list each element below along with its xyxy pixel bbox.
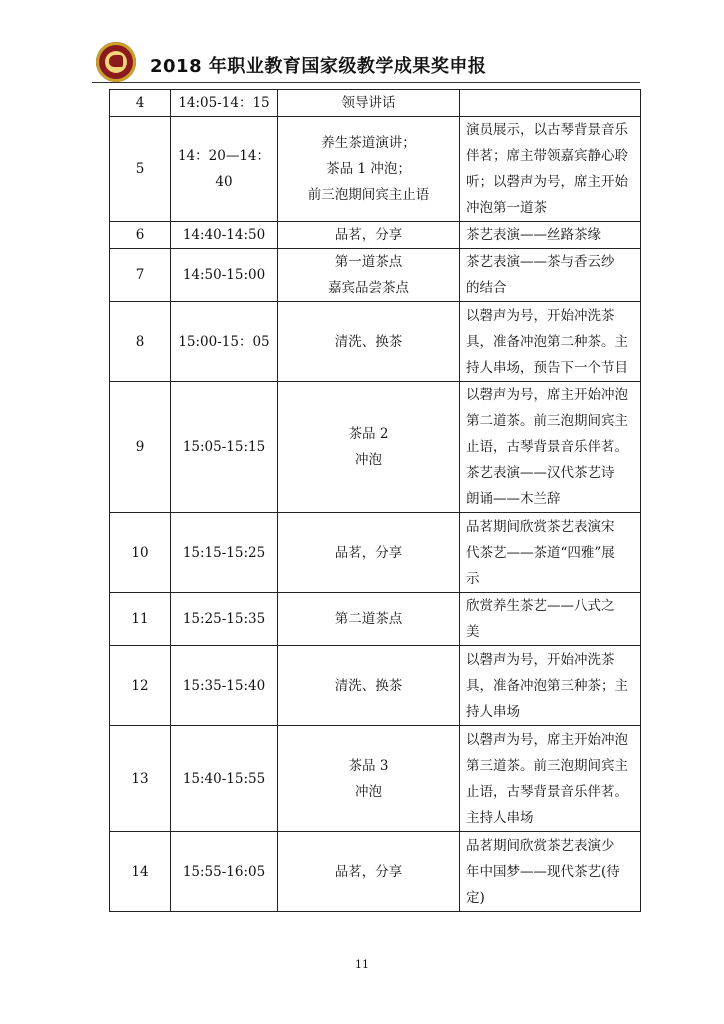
- note-line: 美: [466, 624, 480, 640]
- page-title: 2018 年职业教育国家级教学成果奖申报: [150, 56, 487, 77]
- activity-line: 前三泡期间宾主止语: [307, 187, 430, 203]
- time-cell: 15:25-15:35: [171, 593, 278, 646]
- activity-line: 清洗、换茶: [334, 333, 403, 350]
- note-line: 止语，古琴背景音乐伴茗。: [466, 439, 628, 455]
- note-cell: [460, 382, 641, 513]
- note-line: 以磬声为号，开始冲洗茶: [466, 651, 615, 668]
- row-number-cell: 14: [110, 832, 171, 912]
- activity-line: 领导讲话: [341, 95, 396, 111]
- activity-cell: [278, 222, 460, 249]
- note-line: 品茗期间欣赏茶艺表演宋: [466, 518, 615, 535]
- activity-line: 第二道茶点: [334, 611, 403, 627]
- activity-cell: [278, 382, 460, 513]
- time-cell: 15:40-15:55: [171, 726, 278, 832]
- row-number-cell: 10: [110, 513, 171, 593]
- note-cell: [460, 249, 641, 302]
- activity-line: 茶品 1 冲泡；: [326, 161, 411, 177]
- note-line: 茶艺表演——丝路茶缘: [466, 227, 601, 243]
- note-line: 听；以磬声为号，席主开始: [466, 174, 628, 190]
- activity-line: 冲泡: [355, 783, 382, 800]
- activity-line: 品茗，分享: [334, 544, 403, 561]
- note-line: 伴茗；席主带领嘉宾静心聆: [466, 148, 628, 164]
- row-number-cell: 11: [110, 593, 171, 646]
- time-cell: 14:40-14:50: [171, 222, 278, 249]
- note-cell: [460, 90, 641, 117]
- activity-cell: [278, 302, 460, 382]
- row-number-cell: 6: [110, 222, 171, 249]
- note-cell: [460, 222, 641, 249]
- time-cell: 15:55-16:05: [171, 832, 278, 912]
- note-line: 持人串场: [466, 703, 520, 720]
- note-line: 止语，古琴背景音乐伴茗。: [466, 783, 628, 800]
- time-cell: 14:50-15:00: [171, 249, 278, 302]
- table-row: [110, 90, 641, 117]
- note-line: 以磬声为号，开始冲洗茶: [466, 307, 615, 324]
- activity-cell: [278, 832, 460, 912]
- activity-line: 养生茶道演讲；: [321, 135, 416, 151]
- note-line: 朗诵——木兰辞: [466, 491, 561, 507]
- activity-cell: [278, 726, 460, 832]
- note-line: 茶艺表演——茶与香云纱: [466, 254, 615, 270]
- activity-cell: [278, 117, 460, 222]
- note-cell: [460, 832, 641, 912]
- row-number-cell: 4: [110, 90, 171, 117]
- note-cell: [460, 302, 641, 382]
- note-line: 第二道茶。前三泡期间宾主: [466, 413, 628, 429]
- table-row: [110, 382, 641, 513]
- note-line: 年中国梦——现代茶艺(待: [466, 863, 620, 880]
- note-cell: [460, 117, 641, 222]
- activity-line: 冲泡: [355, 452, 382, 468]
- time-cell: 15:15-15:25: [171, 513, 278, 593]
- activity-line: 茶品 3: [348, 757, 389, 774]
- activity-line: 嘉宾品尝茶点: [328, 280, 409, 296]
- note-cell: [460, 726, 641, 832]
- table-row: [110, 302, 641, 382]
- activity-line: 清洗、换茶: [334, 677, 403, 694]
- time-cell: 15:05-15:15: [171, 382, 278, 513]
- note-line: 冲泡第一道茶: [466, 200, 547, 216]
- note-line: 代茶艺——茶道“四雅”展: [466, 544, 615, 561]
- note-line: 以磬声为号，席主开始冲泡: [466, 387, 628, 403]
- row-number-cell: 7: [110, 249, 171, 302]
- table-row: [110, 593, 641, 646]
- header-rule: [92, 82, 640, 83]
- note-line: 茶艺表演——汉代茶艺诗: [466, 465, 615, 481]
- time-cell: 15:00-15：05: [171, 302, 278, 382]
- activity-cell: [278, 90, 460, 117]
- row-number-cell: 9: [110, 382, 171, 513]
- note-line: 以磬声为号，席主开始冲泡: [466, 731, 628, 748]
- row-number-cell: 12: [110, 646, 171, 726]
- time-cell: 14：20—14：40: [171, 117, 278, 222]
- table-row: [110, 249, 641, 302]
- note-cell: [460, 646, 641, 726]
- note-line: 定): [466, 889, 485, 906]
- time-cell: 15:35-15:40: [171, 646, 278, 726]
- activity-cell: [278, 513, 460, 593]
- note-line: 示: [466, 570, 480, 587]
- note-cell: [460, 513, 641, 593]
- activity-cell: [278, 593, 460, 646]
- note-line: 欣赏养生茶艺——八式之: [466, 598, 615, 614]
- activity-cell: [278, 249, 460, 302]
- note-line: 主持人串场: [466, 809, 534, 826]
- schedule-table: [109, 89, 641, 912]
- row-number-cell: 5: [110, 117, 171, 222]
- table-row: [110, 222, 641, 249]
- note-line: 品茗期间欣赏茶艺表演少: [466, 837, 615, 854]
- page-number: 11: [355, 958, 369, 971]
- table-row: [110, 117, 641, 222]
- note-line: 的结合: [466, 280, 507, 296]
- note-line: 具，准备冲泡第二种茶。主: [466, 333, 628, 350]
- table-row: [110, 646, 641, 726]
- note-cell: [460, 593, 641, 646]
- note-line: 具，准备冲泡第三种茶；主: [466, 677, 628, 694]
- table-row: [110, 513, 641, 593]
- row-number-cell: 8: [110, 302, 171, 382]
- note-line: 持人串场，预告下一个节目: [466, 359, 628, 376]
- note-line: 演员展示，以古琴背景音乐: [466, 122, 628, 138]
- activity-line: 品茗，分享: [334, 863, 403, 880]
- table-row: [110, 832, 641, 912]
- row-number-cell: 13: [110, 726, 171, 832]
- activity-line: 茶品 2: [348, 426, 389, 442]
- time-cell: 14:05-14：15: [171, 90, 278, 117]
- horse-icon: [109, 55, 123, 67]
- activity-cell: [278, 646, 460, 726]
- note-line: 第三道茶。前三泡期间宾主: [466, 757, 628, 774]
- table-row: [110, 726, 641, 832]
- activity-line: 品茗，分享: [334, 227, 403, 243]
- school-emblem-logo: [96, 42, 136, 82]
- activity-line: 第一道茶点: [334, 254, 403, 270]
